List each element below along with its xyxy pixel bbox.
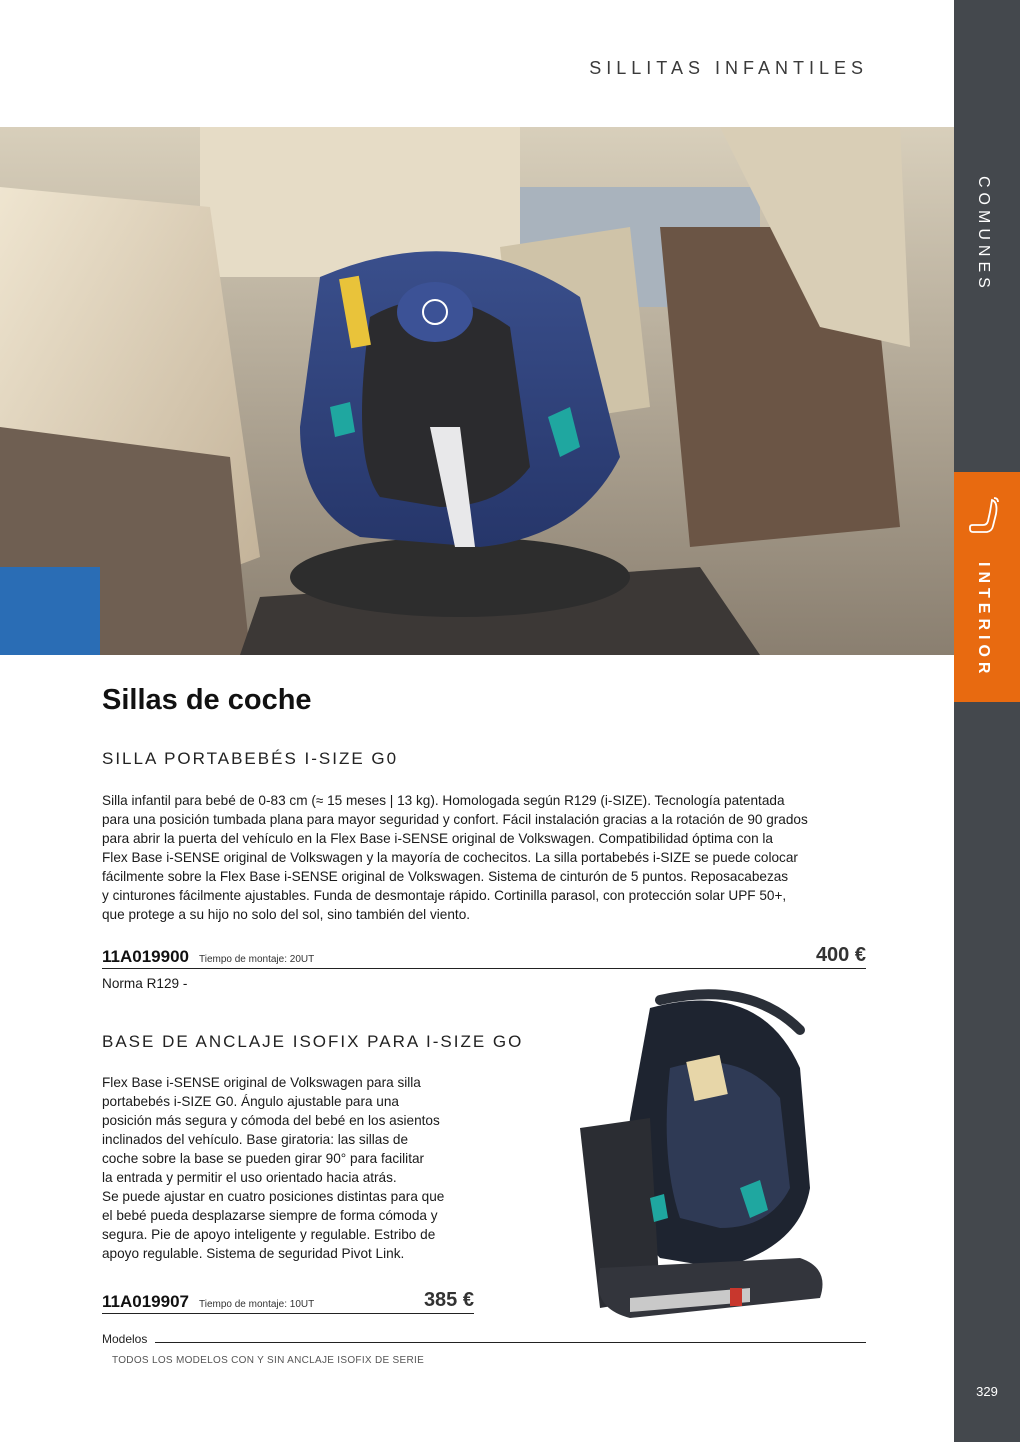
product-reference: 11A019900 [102,947,189,966]
hero-photo [0,127,954,655]
side-bar-bottom [954,702,1020,1442]
product-description: Flex Base i-SENSE original de Volkswagen para silla portabebés i-SIZE G0. Ángulo ajustable para una posición más segura y cómoda del bebé en los asientos inclinados del vehículo. Base giratoria: las sillas de coche sobre la base se pueden girar 90° para facilitar la entrada y permitir el uso orientado hacia atrás. Se puede ajustar en cuatro posiciones distintas para que el bebé pueda desplazarse siempre de forma cómoda y segura. Pie de apoyo inteligente y regulable. Estribo de apoyo regulable. Sistema de seguridad Pivot Link. [102,1075,445,1261]
page-header-category: SILLITAS INFANTILES [589,58,868,78]
price-row [102,1287,474,1314]
models-divider [155,1342,866,1343]
mount-time: Tiempo de montaje: 10UT [198,1299,315,1310]
product-image-isofix-base [570,988,846,1334]
models-label: Modelos [102,1332,148,1346]
product-price: 385 € [423,1289,474,1311]
page-number: 329 [976,1384,998,1399]
models-row [102,1332,866,1346]
seat-icon [968,496,1004,542]
product-norm: Norma R129 - [102,976,188,991]
product-price: 400 € [815,944,866,966]
product-reference: 11A019907 [102,1292,189,1311]
side-tab-interior[interactable]: INTERIOR [975,562,992,679]
product-heading: BASE DE ANCLAJE ISOFIX PARA I-SIZE GO [102,1032,524,1051]
section-title: Sillas de coche [102,684,312,716]
product-description: Silla infantil para bebé de 0-83 cm (≈ 15 meses | 13 kg). Homologada según R129 (i-SIZE). Tecnología patentada para una posición tumbada plana para mayor seguridad y confort. Fácil instalación gracias a la rotación de 90 grados para abrir la puerta del vehículo en la Flex Base i-SENSE original de Volkswagen. Compatibilidad óptima con la Flex Base i-SENSE original de Volkswagen y la mayoría de cochecitos. La silla portabebés i-SIZE se puede colocar fácilmente sobre la Flex Base i-SENSE original de Volkswagen. Sistema de cinturón de 5 puntos. Reposacabezas y cinturones fácilmente ajustables. Funda de desmontaje rápido. Cortinilla parasol, con protección solar UPF 50+, que protege a su hijo no solo del sol, sino también del viento. [102,793,808,922]
price-row [102,944,866,969]
product-heading: SILLA PORTABEBÉS I-SIZE G0 [102,749,399,768]
models-value: TODOS LOS MODELOS CON Y SIN ANCLAJE ISOFIX DE SERIE [112,1355,425,1366]
side-tab-comunes[interactable]: COMUNES [975,176,992,293]
mount-time: Tiempo de montaje: 20UT [198,954,315,965]
